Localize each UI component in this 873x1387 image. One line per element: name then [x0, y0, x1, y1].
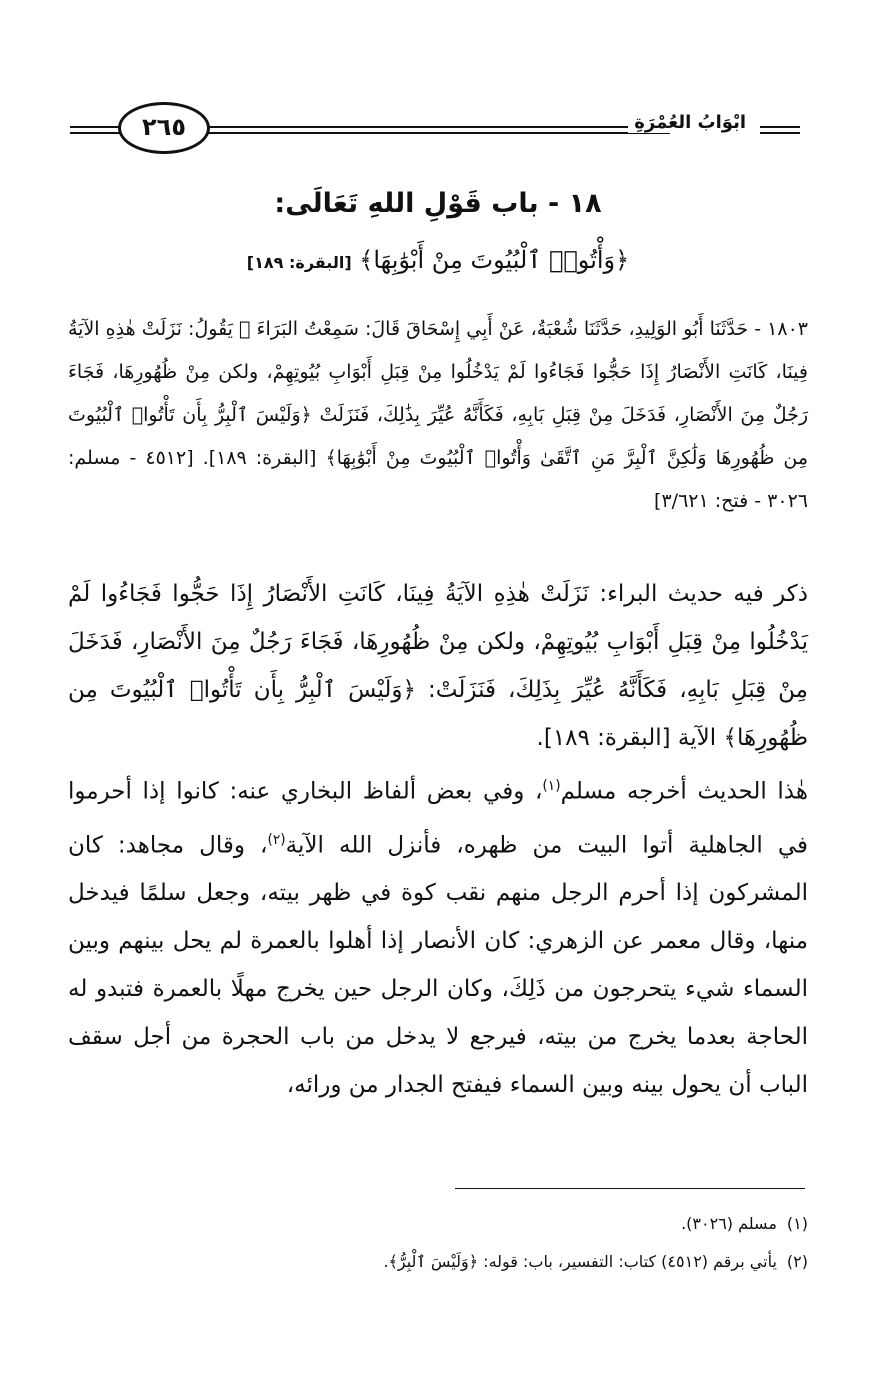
verse-text: ﴿وَأْتُوا۟ ٱلْبُيُوتَ مِنْ أَبْوَٰبِهَا﴾ [359, 246, 630, 274]
commentary-text-a: هٰذا الحديث أخرجه مسلم [560, 778, 808, 805]
chapter-title: ١٨ - باب قَوْلِ اللهِ تَعَالَى: [274, 188, 602, 219]
commentary-paragraph-1: ذكر فيه حديث البراء: نَزَلَتْ هٰذِهِ الآيَةُ فِينَا، كَانَتِ الأَنْصَارُ إِذَا حَجُّوا فَجَاءُوا لَمْ يَدْخُلُوا مِنْ قِبَلِ أَبْوَابِ بُيُوتِهِمْ، ولكن مِنْ ظُهُورِهَا، فَجَاءَ رَجُلٌ مِنَ الأَنْصَارِ، فَدَخَلَ مِنْ قِبَلِ بَابِهِ، فَكَأَنَّهُ عُيِّرَ بِذَلِكَ، فَنَزَلَتْ: ﴿وَلَيْسَ ٱلْبِرُّ بِأَن تَأْتُوا۟ ٱلْبُيُوتَ مِن ظُهُورِهَا﴾ الآية [البقرة: ١٨٩]. [68, 581, 808, 751]
footnote-2 [68, 1243, 808, 1281]
commentary-text-b: ، وفي بعض ألفاظ البخاري عنه: كانوا إذا أحرموا في الجاهلية أتوا البيت من ظهره، فأنزل الله الآية [68, 778, 808, 859]
page-number: ٢٦٥ [118, 102, 210, 154]
page-header [70, 100, 800, 160]
footnote-divider [455, 1188, 805, 1189]
footnote-number: (١) [786, 1214, 808, 1233]
commentary-paragraph-2 [68, 762, 808, 1109]
chapter-verse [68, 246, 808, 274]
footnote-ref-1[interactable]: (١) [542, 778, 561, 794]
verse-reference: [البقرة: ١٨٩] [246, 253, 352, 272]
commentary [68, 570, 808, 1109]
footnote-1 [68, 1205, 808, 1243]
commentary-text-c: ، وقال مجاهد: كان المشركون إذا أحرم الرجل منهم نقب كوة في ظهر بيته، وجعل سلمًا فيدخل منها، وقال معمر عن الزهري: كان الأنصار إذا أهلوا بالعمرة لم يحل بينهم وبين السماء شيء يتحرجون من ذَلِكَ، وكان الرجل حين يخرج مهلًا بالعمرة فتبدو له الحاجة بعدما يخرج من بيته، فيرجع لا يدخل من باب الحجرة من أجل سقف الباب أن يحول بينه وبين السماء فيفتح الجدار من ورائه، [68, 832, 808, 1099]
running-title: ابْوَابُ العُمْرَةِ [628, 112, 752, 133]
hadith-paragraph: ١٨٠٣ - حَدَّثَنَا أَبُو الوَلِيدِ، حَدَّثَنَا شُعْبَةُ، عَنْ أَبِي إِسْحَاقَ قَالَ: سَمِعْتُ البَرَاءَ ﷺ يَقُولُ: نَزَلَتْ هٰذِهِ الآيَةُ فِينَا، كَانَتِ الأَنْصَارُ إِذَا حَجُّوا فَجَاءُوا لَمْ يَدْخُلُوا مِنْ قِبَلِ أَبْوَابِ بُيُوتِهِمْ، ولكن مِنْ ظُهُورِهَا، فَجَاءَ رَجُلٌ مِنَ الأَنْصَارِ، فَدَخَلَ مِنْ قِبَلِ بَابِهِ، فَكَأَنَّهُ عُيِّرَ بِذَٰلِكَ، فَنَزَلَتْ ﴿وَلَيْسَ ٱلْبِرُّ بِأَن تَأْتُوا۟ ٱلْبُيُوتَ مِن ظُهُورِهَا وَلَٰكِنَّ ٱلْبِرَّ مَنِ ٱتَّقَىٰ وَأْتُوا۟ ٱلْبُيُوتَ مِنْ أَبْوَٰبِهَا﴾ [البقرة: ١٨٩]. [٤٥١٢ - مسلم: ٣٠٢٦ - فتح: ٣/٦٢١] [68, 318, 808, 512]
hadith-text [68, 308, 808, 523]
footnote-text: يأتي برقم (٤٥١٢) كتاب: التفسير، باب: قوله: ﴿وَلَيْسَ ٱلْبِرُّ﴾. [383, 1252, 777, 1271]
footnote-ref-2[interactable]: (٢) [267, 831, 286, 848]
header-rule-right [760, 126, 800, 134]
footnotes [68, 1205, 808, 1281]
header-rule-middle [200, 126, 670, 134]
footnote-number: (٢) [786, 1252, 808, 1271]
footnote-text: مسلم (٣٠٢٦). [681, 1214, 777, 1233]
